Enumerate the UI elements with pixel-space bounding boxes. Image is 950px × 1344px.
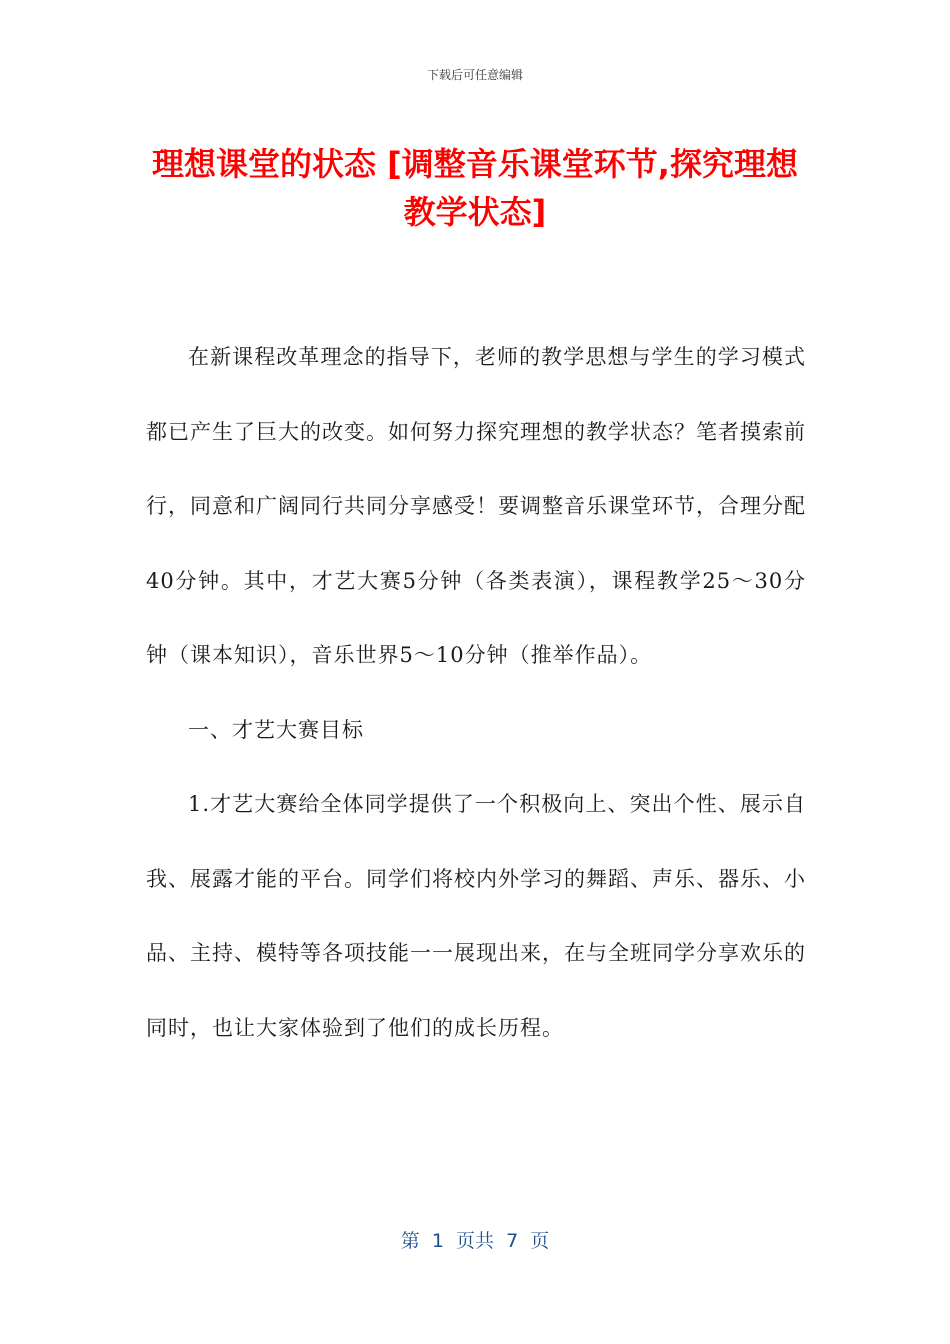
document-body [146,320,806,1065]
paragraph-point-1: 1.才艺大赛给全体同学提供了一个积极向上、突出个性、展示自我、展露才能的平台。同学们将校内外学习的舞蹈、声乐、器乐、小品、主持、模特等各项技能一一展现出来，在与全班同学分享欢乐的同时，也让大家体验到了他们的成长历程。 [146,792,806,1040]
document-title: 理想课堂的状态 [调整音乐课堂环节,探究理想教学状态] [152,145,798,231]
section-heading: 一、才艺大赛目标 [188,717,364,742]
page-footer: 第 1 页共 7 页 [400,1230,550,1252]
paragraph-intro: 在新课程改革理念的指导下，老师的教学思想与学生的学习模式都已产生了巨大的改变。如何努力探究理想的教学状态？笔者摸索前行，同意和广阔同行共同分享感受！要调整音乐课堂环节，合理分配40分钟。其中，才艺大赛5分钟（各类表演），课程教学25～30分钟（课本知识），音乐世界5～10分钟（推举作品）。 [146,345,806,667]
header-note: 下载后可任意编辑 [426,68,523,82]
